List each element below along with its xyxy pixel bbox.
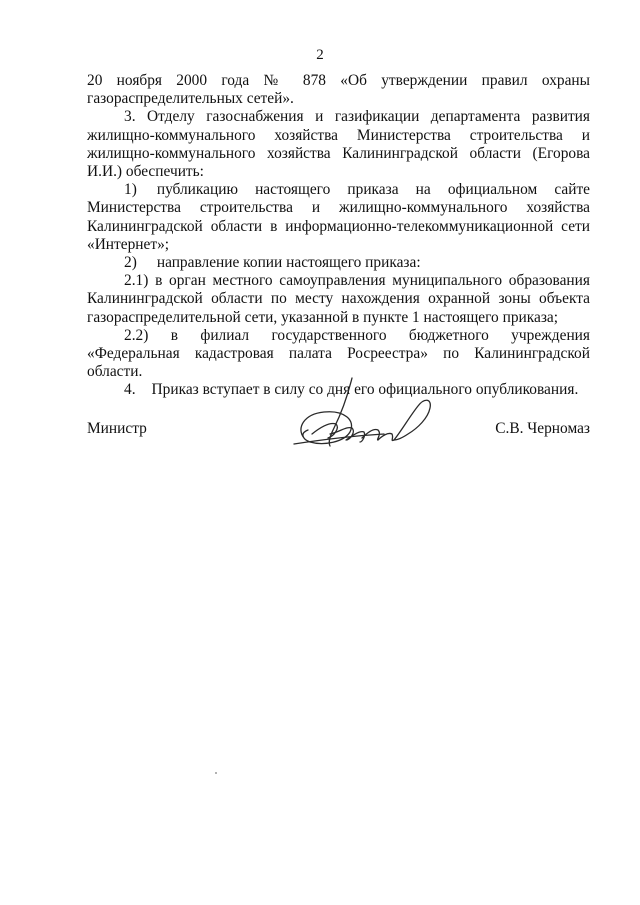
item-4-text: Приказ вступает в силу со дня его официального опубликования. (151, 381, 579, 399)
scan-speck (215, 772, 217, 774)
item-4-number: 4. (124, 381, 136, 399)
subitem-1-number: 1) (124, 181, 137, 199)
subitem-1-paragraph (87, 181, 590, 254)
subitem-2-2-paragraph: 2.2) в филиал государственного бюджетного учреждения «Федеральная кадастровая палата Росреестра» по Калининградской области. (87, 326, 590, 381)
subitem-2-text: направление копии настоящего приказа: (156, 254, 421, 272)
continuation-line-2: газораспределительных сетей». (87, 90, 294, 108)
handwritten-signature (290, 376, 440, 456)
subitem-2-paragraph (87, 254, 590, 272)
item-3-paragraph: 3. Отделу газоснабжения и газификации департамента развития жилищно-коммунального хозяйства Министерства строительства и жилищно-коммунального хозяйства Калининградской области (Егорова И.И.) обеспечить: (87, 108, 590, 181)
subitem-2-1-paragraph: 2.1) в орган местного самоуправления муниципального образования Калининградской области по месту нахождения охранной зоны объекта газораспределительной сети, указанной в пункте 1 настоящего приказа; (87, 272, 590, 326)
signatory-title: Министр (87, 420, 147, 437)
signatory-name: С.В. Черномаз (495, 420, 590, 437)
page-number: 2 (316, 47, 324, 63)
subitem-2-number: 2) (124, 254, 137, 272)
document-body (87, 72, 590, 400)
continuation-line-1: 20 ноября 2000 года № 878 «Об утверждении правил охраны (87, 72, 590, 89)
subitem-1-text: публикацию настоящего приказа на официальном сайте Министерства строительства и жилищно-коммунального хозяйства Калининградской области в информационно-телекоммуникационной сети «Интернет»; (87, 181, 590, 253)
signature-block (87, 420, 590, 444)
